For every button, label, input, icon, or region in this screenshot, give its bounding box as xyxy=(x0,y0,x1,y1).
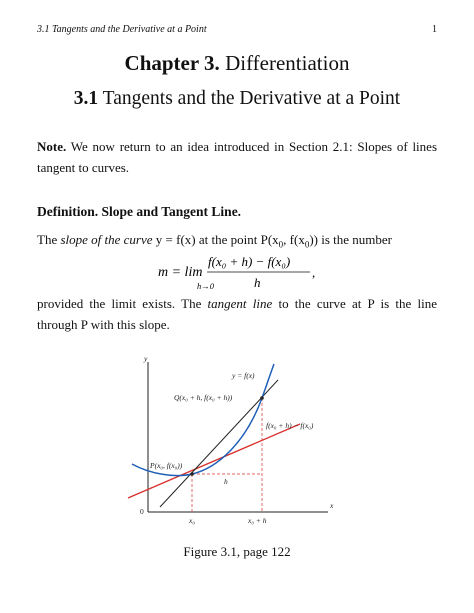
def-term-slope: slope of the curve xyxy=(60,232,153,247)
curve-label: y = f(x) xyxy=(232,371,255,380)
section-title xyxy=(0,88,474,110)
chapter-name: Differentiation xyxy=(225,51,350,75)
function-curve xyxy=(132,364,274,476)
formula-lhs: m = lim xyxy=(158,265,203,280)
note-text: We now return to an idea introduced in Section 2.1: Slopes of lines tangent to curves. xyxy=(37,139,437,175)
section-name: Tangents and the Derivative at a Point xyxy=(102,88,401,109)
point-q-label: Q(x₀ + h, f(x₀ + h)) xyxy=(174,393,233,402)
note-label: Note. xyxy=(37,139,67,154)
page-number: 1 xyxy=(432,24,437,35)
formula-denominator: h xyxy=(254,275,261,290)
def-term-tangent: tangent line xyxy=(207,296,273,311)
point-p-marker xyxy=(190,472,194,476)
run-label: h xyxy=(224,477,228,486)
figure-caption: Figure 3.1, page 122 xyxy=(183,544,291,559)
note-paragraph xyxy=(37,136,437,178)
running-title: 3.1 Tangents and the Derivative at a Point xyxy=(37,24,207,35)
def-line1-suffix: )) is the number xyxy=(309,232,392,247)
def-line2-suffix: to the curve at P is the line through P with this slope. xyxy=(37,296,437,332)
tangent-figure xyxy=(120,352,340,528)
figure-svg xyxy=(120,352,340,528)
def-line1-mid2: , f(x xyxy=(283,232,305,247)
section-number: 3.1 xyxy=(73,88,99,109)
point-p-label: P(x₀, f(x₀)) xyxy=(150,461,183,470)
def-line1-prefix: The xyxy=(37,232,61,247)
rise-label: f(x₀ + h) − f(x₀) xyxy=(266,421,314,430)
definition-line-2 xyxy=(37,293,437,335)
def-sub-0: 0 xyxy=(278,239,284,250)
def-sub-1: 0 xyxy=(304,239,310,250)
origin-label: 0 xyxy=(140,507,144,516)
slope-formula xyxy=(0,251,474,295)
tick-x0-label: x₀ xyxy=(189,516,195,525)
formula-trailing: , xyxy=(312,265,316,280)
y-axis-label: y xyxy=(144,354,148,363)
tick-x0h-label: x₀ + h xyxy=(248,516,267,525)
formula-limit-under: h→0 xyxy=(197,281,214,291)
definition-heading: Definition. Slope and Tangent Line. xyxy=(37,204,242,219)
chapter-label: Chapter 3. xyxy=(124,51,220,75)
running-header xyxy=(37,24,437,38)
x-axis-label: x xyxy=(330,501,334,510)
formula-numerator: f(x₀ + h) − f(x₀) xyxy=(208,254,291,269)
def-line2-prefix: provided the limit exists. The xyxy=(37,296,208,311)
def-line1-mid: y = f(x) at the point P(x xyxy=(152,232,279,247)
chapter-title xyxy=(0,51,474,76)
point-q-marker xyxy=(260,396,264,400)
formula-svg xyxy=(0,251,474,295)
